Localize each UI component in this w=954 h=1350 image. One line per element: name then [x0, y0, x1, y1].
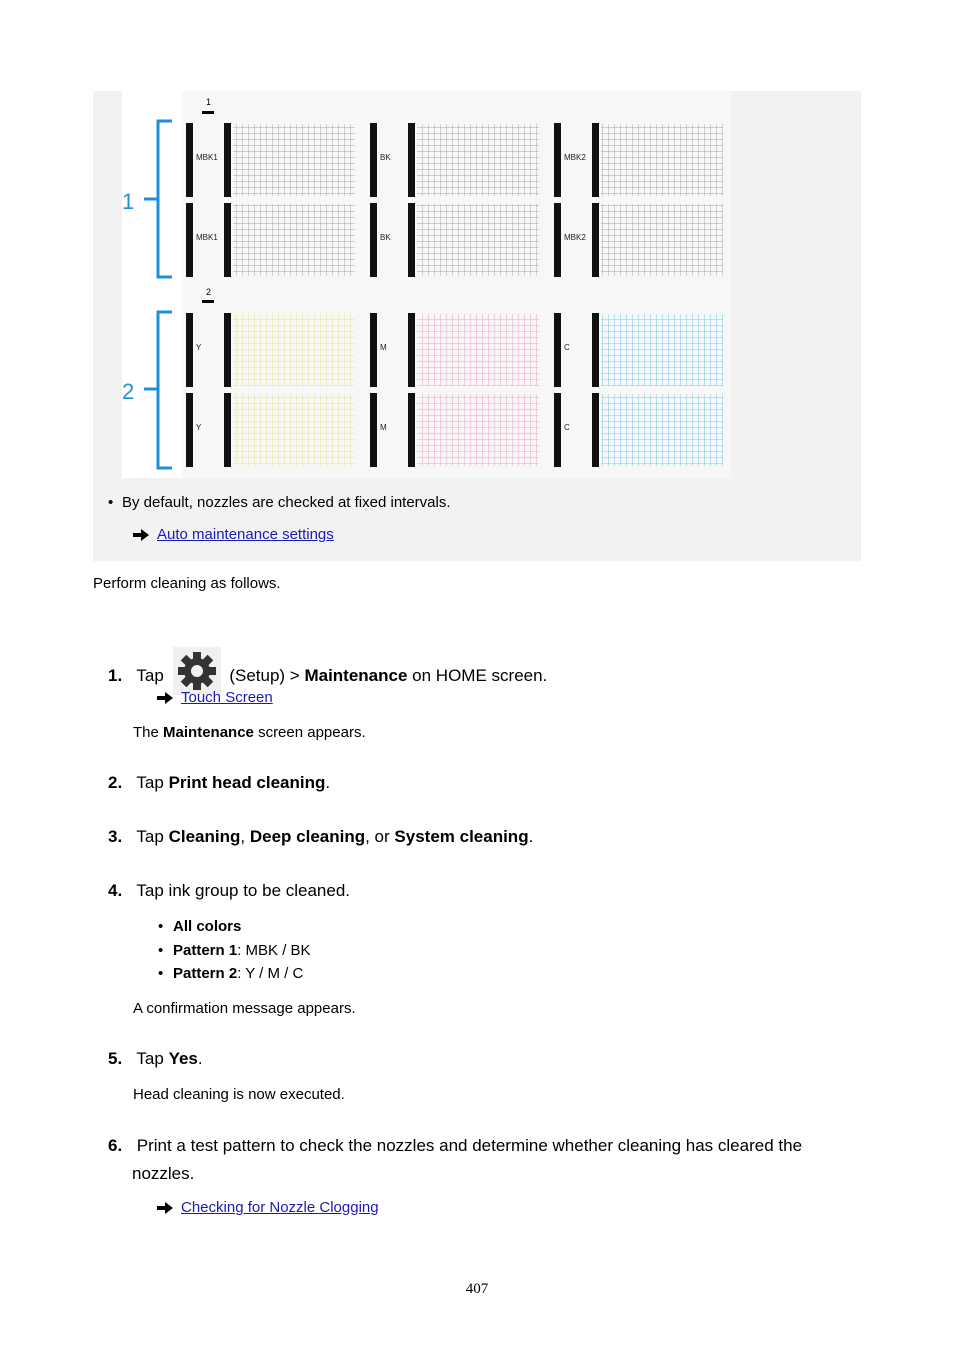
step-number: 5. [108, 1049, 123, 1068]
list-item-bold: All colors [173, 918, 242, 935]
step-3-bold-3: System cleaning [394, 827, 529, 846]
ink-group-list [158, 915, 311, 986]
ink-label: BK [380, 153, 391, 162]
nozzle-bar [370, 313, 377, 387]
gear-tooth [193, 652, 201, 660]
step-4-desc: A confirmation message appears. [133, 1000, 356, 1017]
nozzle-bar [592, 313, 599, 387]
step-5 [108, 1045, 203, 1073]
ink-label: C [564, 343, 570, 352]
step-1-pre: Tap [136, 666, 164, 685]
nozzle-bar [224, 203, 231, 277]
nozzle-bar [408, 123, 415, 197]
page-number: 407 [465, 1281, 489, 1297]
nozzle-bar [186, 393, 193, 467]
arrow-right-icon [157, 692, 173, 704]
ink-label: C [564, 423, 570, 432]
nozzle-bar [370, 393, 377, 467]
list-item-bold: Pattern 1 [173, 941, 238, 959]
step-5-desc: Head cleaning is now executed. [133, 1086, 345, 1103]
group-2-label: 2 [122, 379, 135, 404]
step-6-continued [132, 1160, 194, 1188]
step-1 [108, 647, 547, 695]
step-4 [108, 877, 350, 905]
step-1-desc-post: screen appears. [258, 724, 366, 741]
arrow-right-icon [157, 1202, 173, 1214]
step-6 [108, 1132, 802, 1160]
note-link-line [133, 526, 334, 543]
nozzle-grid [233, 314, 355, 386]
ink-label: M [380, 343, 387, 352]
nozzle-grid [601, 204, 723, 276]
step-5-pre: Tap [136, 1049, 164, 1068]
nozzle-grid [601, 124, 723, 196]
step-2 [108, 769, 330, 797]
nozzle-grid [233, 394, 355, 466]
touch-screen-link[interactable]: Touch Screen [181, 689, 273, 706]
nozzle-bar [408, 393, 415, 467]
list-item-bold: Pattern 2 [173, 965, 238, 982]
nozzle-grid [417, 124, 539, 196]
nozzle-bar [370, 123, 377, 197]
list-item: • Pattern 1: MBK / BK [158, 941, 311, 959]
nozzle-grid [601, 394, 723, 466]
nozzle-grid [417, 394, 539, 466]
step-2-post: . [325, 773, 331, 792]
nozzle-bar [224, 123, 231, 197]
ink-label: BK [380, 233, 391, 242]
ink-label: MBK2 [564, 153, 586, 162]
note-bullet-text: By default, nozzles are checked at fixed intervals. [122, 494, 451, 511]
nozzle-bar [408, 313, 415, 387]
step-3-sep-1: , [240, 827, 246, 846]
checking-nozzle-clogging-link[interactable]: Checking for Nozzle Clogging [181, 1199, 379, 1216]
image-left-margin [122, 91, 182, 478]
step-6-line-2: nozzles. [132, 1164, 195, 1183]
step-3-pre: Tap [136, 827, 164, 846]
note-bullet [108, 494, 451, 511]
nozzle-bar [554, 393, 561, 467]
nozzle-grid [233, 124, 355, 196]
nozzle-grid [417, 314, 539, 386]
nozzle-bar [554, 203, 561, 277]
step-3-bold-1: Cleaning [168, 827, 241, 846]
nozzle-bar [554, 123, 561, 197]
step-1-desc-bold: Maintenance [163, 724, 254, 741]
ink-label: Y [196, 423, 202, 432]
ink-label: MBK2 [564, 233, 586, 242]
arrow-right-icon [133, 529, 149, 541]
ink-label: M [380, 423, 387, 432]
step-2-bold: Print head cleaning [168, 773, 326, 792]
step-6-link-line [157, 1199, 379, 1216]
auto-maintenance-settings-link[interactable]: Auto maintenance settings [157, 526, 334, 543]
intro-text: Perform cleaning as follows. [93, 575, 281, 592]
step-5-post: . [197, 1049, 203, 1068]
step-number: 1. [108, 666, 123, 685]
nozzle-bar [592, 123, 599, 197]
ink-label: MBK1 [196, 153, 218, 162]
step-number: 6. [108, 1136, 123, 1155]
nozzle-grid [417, 204, 539, 276]
step-1-link-line [157, 689, 273, 706]
list-item-rest: : Y / M / C [237, 965, 304, 982]
step-number: 2. [108, 773, 123, 792]
nozzle-bar [186, 123, 193, 197]
step-6-line-1: Print a test pattern to check the nozzles and determine whether cleaning has cleared the [136, 1136, 803, 1155]
step-number: 4. [108, 881, 123, 900]
nozzle-check-pattern-image [122, 91, 731, 478]
nozzle-bar [554, 313, 561, 387]
gear-icon [173, 647, 221, 695]
group-1-label: 1 [122, 189, 135, 214]
gear-tooth [208, 667, 216, 675]
ink-label: MBK1 [196, 233, 218, 242]
step-3-bold-2: Deep cleaning [249, 827, 366, 846]
nozzle-bar [186, 203, 193, 277]
group-2-small-label: 2 [206, 287, 212, 297]
nozzle-bar [592, 203, 599, 277]
step-3 [108, 823, 533, 851]
group-1-small-label: 1 [206, 97, 212, 107]
step-3-post: . [528, 827, 534, 846]
bullet-dot: • [108, 494, 114, 511]
list-item: • Pattern 2: Y / M / C [158, 965, 304, 982]
gear-tooth [178, 667, 186, 675]
nozzle-grid [233, 204, 355, 276]
step-2-pre: Tap [136, 773, 164, 792]
list-item: • All colors [158, 918, 242, 935]
ink-label: Y [196, 343, 202, 352]
nozzle-bar [186, 313, 193, 387]
nozzle-bar [592, 393, 599, 467]
step-4-text: Tap ink group to be cleaned. [136, 881, 351, 900]
step-1-post: on HOME screen. [412, 666, 548, 685]
nozzle-bar [370, 203, 377, 277]
nozzle-grid [601, 314, 723, 386]
step-1-desc-pre: The [133, 724, 159, 741]
step-1-bold: Maintenance [304, 666, 408, 685]
step-3-sep-2: , or [365, 827, 390, 846]
step-number: 3. [108, 827, 123, 846]
step-1-desc [133, 724, 366, 741]
nozzle-bar [224, 393, 231, 467]
step-5-bold: Yes [168, 1049, 198, 1068]
list-item-rest: : MBK / BK [237, 941, 311, 959]
nozzle-bar [224, 313, 231, 387]
step-1-mid: (Setup) > [229, 666, 300, 685]
nozzle-bar [408, 203, 415, 277]
